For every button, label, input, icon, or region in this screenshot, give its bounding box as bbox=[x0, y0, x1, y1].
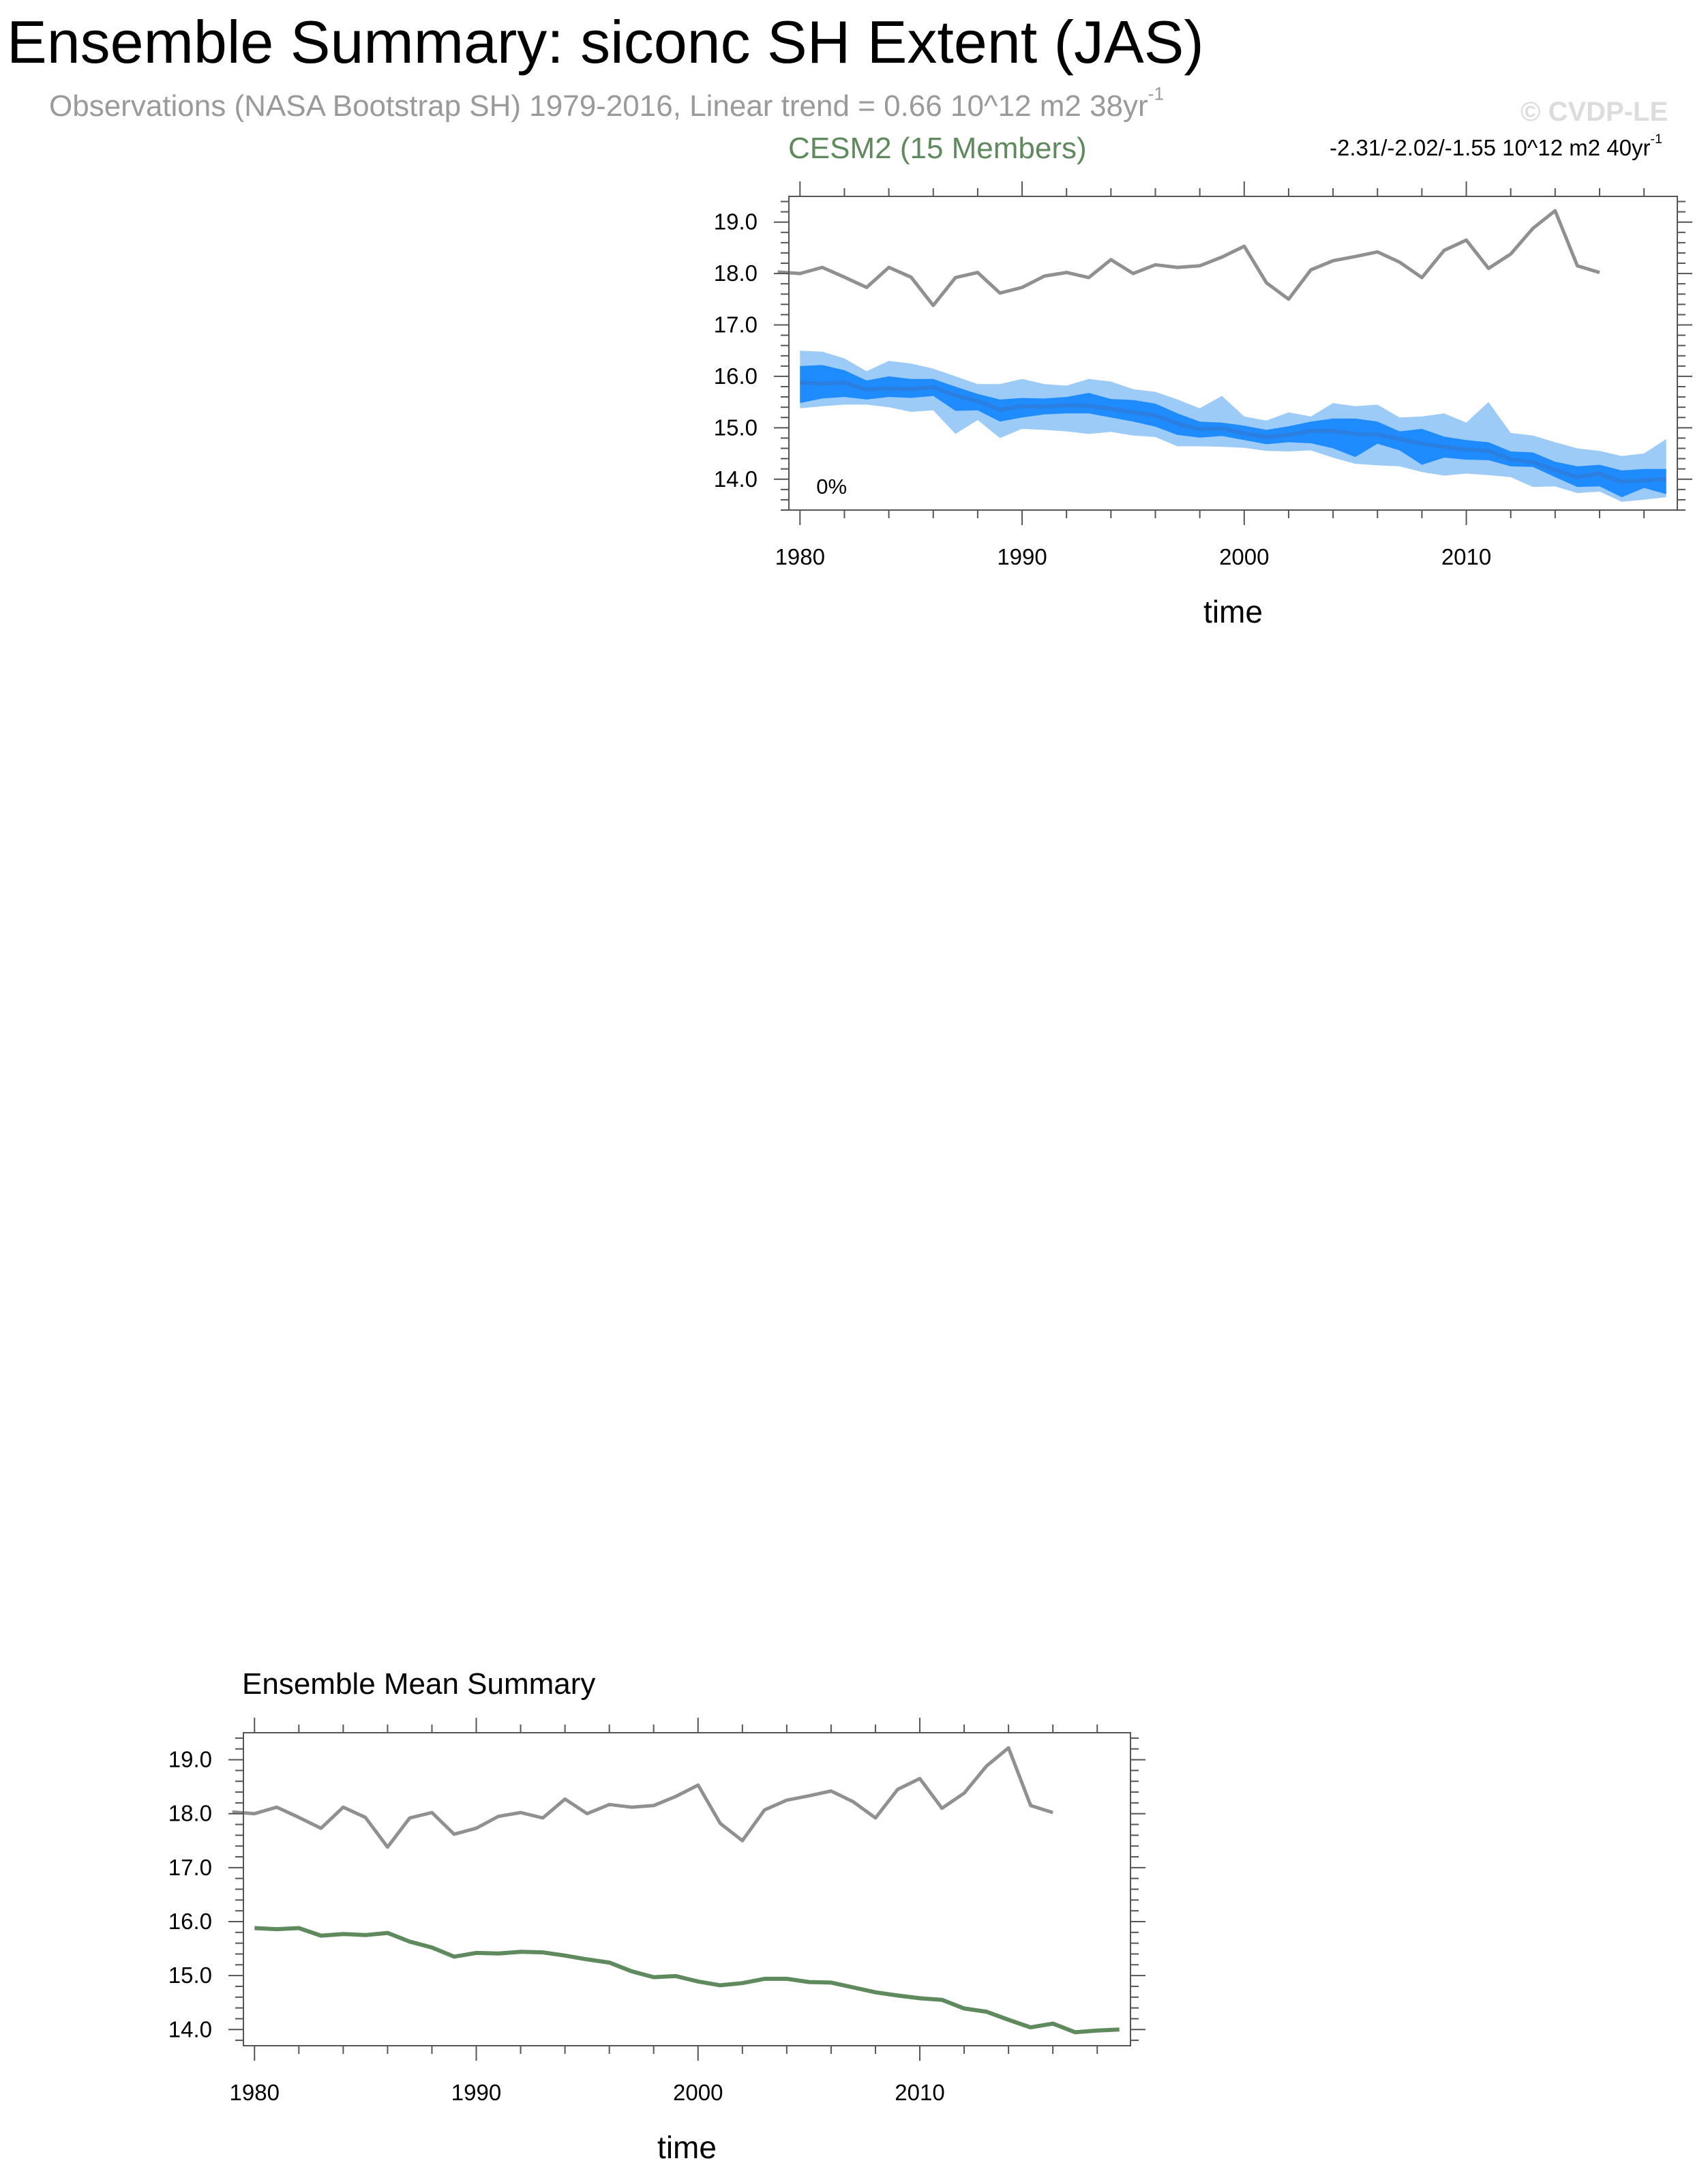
top-y-tick-label: 19.0 bbox=[713, 209, 758, 235]
bottom-y-tick-label: 17.0 bbox=[168, 1854, 212, 1880]
observations-subtitle-exponent: -1 bbox=[1148, 83, 1165, 104]
observations-subtitle-text: Observations (NASA Bootstrap SH) 1979-2016, Linear trend = 0.66 10^12 m2 38yr bbox=[49, 89, 1148, 123]
page-title: Ensemble Summary: siconc SH Extent (JAS) bbox=[7, 8, 1204, 76]
bottom-y-tick-label: 15.0 bbox=[168, 1963, 212, 1988]
top-x-tick-label: 1980 bbox=[775, 544, 825, 569]
watermark: © CVDP-LE bbox=[1520, 97, 1668, 127]
trend-range-exponent: -1 bbox=[1650, 132, 1663, 147]
ensemble-mean-chart bbox=[168, 1718, 1145, 2165]
percent-annotation: 0% bbox=[816, 474, 848, 498]
bottom-plot-frame bbox=[243, 1733, 1130, 2046]
top-x-tick-label: 2000 bbox=[1219, 544, 1270, 569]
top-y-tick-label: 14.0 bbox=[713, 466, 758, 492]
bottom-x-tick-label: 2000 bbox=[673, 2080, 723, 2105]
bottom-x-tick-label: 2010 bbox=[895, 2080, 945, 2105]
top-y-tick-label: 15.0 bbox=[713, 415, 758, 441]
top-x-tick-label: 2010 bbox=[1441, 544, 1492, 569]
ensemble-mean-summary-title: Ensemble Mean Summary bbox=[242, 1667, 596, 1701]
top-y-tick-label: 16.0 bbox=[713, 363, 758, 389]
bottom-x-tick-label: 1990 bbox=[451, 2080, 502, 2105]
observations-line bbox=[778, 211, 1600, 305]
bottom-y-tick-label: 18.0 bbox=[168, 1800, 212, 1826]
bottom-y-tick-label: 16.0 bbox=[168, 1908, 212, 1934]
bottom-x-tick-label: 1980 bbox=[229, 2080, 280, 2105]
top-x-axis-title: time bbox=[1203, 594, 1263, 629]
top-x-tick-label: 1990 bbox=[997, 544, 1047, 569]
ensemble-mean-line bbox=[254, 1928, 1119, 2033]
bottom-x-axis-title: time bbox=[657, 2130, 717, 2165]
top-y-tick-label: 17.0 bbox=[713, 312, 758, 338]
bottom-y-tick-label: 19.0 bbox=[168, 1746, 212, 1772]
top-y-tick-label: 18.0 bbox=[713, 260, 758, 286]
observations-line bbox=[233, 1748, 1053, 1847]
bottom-y-tick-label: 14.0 bbox=[168, 2016, 212, 2042]
ensemble-spread-chart bbox=[714, 181, 1692, 629]
ensemble-panel-title: CESM2 (15 Members) bbox=[788, 132, 1087, 165]
trend-range-text: -2.31/-2.02/-1.55 10^12 m2 40yr bbox=[1330, 135, 1651, 160]
